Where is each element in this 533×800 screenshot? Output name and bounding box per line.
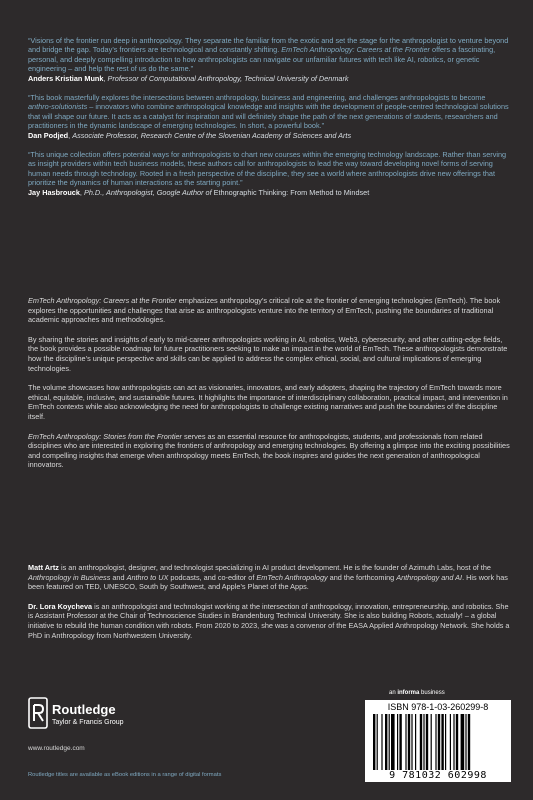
description-paragraph: EmTech Anthropology: Careers at the Frontier emphasizes anthropology’s critical role at the frontier of emerging technologies (EmTech). The book explores the opportunities and challenges that arise as anthropologists venture into the territory of EmTech, pushing the boundaries of traditional academic approaches and methodologies. — [28, 296, 501, 325]
publisher-logo — [28, 697, 188, 737]
isbn-barcode — [365, 700, 511, 782]
quote-attribution: Anders Kristian Munk, Professor of Computational Anthropology, Technical University of Denmark — [28, 73, 349, 83]
endorsement-quote — [28, 36, 510, 83]
routledge-r-icon — [28, 697, 48, 729]
publisher-url[interactable]: www.routledge.com — [28, 745, 85, 752]
description-paragraph: By sharing the stories and insights of early to mid-career anthropologists working in AI, robotics, Web3, cybersecurity, and other cutting-edge fields, the book provides a possible roadmap for future practitioners seeking to make an impact in the world of EmTech. These anthropologists demonstrate how the discipline’s unique perspective and skills can be applied to address the complex ethical, social, and cultural implications of emerging technologies. — [28, 334, 508, 373]
informa-tagline: an informa business — [389, 690, 445, 696]
barcode-digits: 9 781032 602998 — [389, 770, 487, 781]
quote-text: “This unique collection offers potential ways for anthropologists to chart new courses within the emerging technology landscape. Rather than serving as insight providers within tech business models, these authors call for anthropologists to lead the way toward developing novel forms of serving human needs through technology. Rooted in a fresh perspective of the discipline, they see a world where anthropologists drive new offerings that prioritize the dynamics of human interactions as the starting point.” — [28, 150, 507, 188]
quote-attribution: Jay Hasbrouck, Ph.D., Anthropologist, Google Author of Ethnographic Thinking: From Method to Mindset — [28, 187, 370, 197]
author-bios — [28, 563, 510, 650]
barcode-bars — [373, 714, 503, 770]
author-bio: Matt Artz is an anthropologist, designer, and technologist specializing in AI product development. He is the founder of Azimuth Labs, host of the Anthropology in Business and Anthro to UX podcasts, and co-editor of EmTech Anthropology and the forthcoming Anthropology and AI. His work has been featured on TED, UNESCO, South by Southwest, and Apple’s Planet of the Apps. — [28, 563, 508, 592]
quote-attribution: Dan Podjed, Associate Professor, Research Centre of the Slovenian Academy of Sciences and Arts — [28, 130, 352, 140]
endorsement-quote — [28, 93, 510, 140]
quote-text: “This book masterfully explores the intersections between anthropology, business and engineering, and challenges anthropologists to become anthro-solutionists – innovators who combine anthropological knowledge and insights with the development of people-centred technological solutions that will shape our future. It acts as a catalyst for inspiration and will definitely shape the path of the next generations of students, researchers and practitioners in the dynamic landscape of emerging technologies. In short, a powerful book.” — [28, 93, 509, 131]
book-description — [28, 296, 510, 480]
isbn-label: ISBN 978-1-03-260299-8 — [387, 702, 489, 712]
author-bio: Dr. Lora Koycheva is an anthropologist and technologist working at the intersection of anthropology, innovation, entrepreneurship, and robotics. She is Assistant Professor at the Chair of Technoscience Studies in Brandenburg Technical University. She is also building Robots, actually! – a global initiative to rebuild the human condition with robots. From 2020 to 2023, she was a convenor of the EASA Applied Anthropology Network. She holds a PhD in Anthropology from Northwestern University. — [28, 601, 510, 640]
quote-text: “Visions of the frontier run deep in anthropology. They separate the familiar from the exotic and set the stage for the anthropologist to venture beyond and bridge the gap. Today’s frontiers are technological and constantly shifting. EmTech Anthropology: Careers at the Frontier offers a fascinating, personal, and deeply compelling introduction to how anthropologists can navigate our unfamiliar futures with tech like AI, robotics, or genetic engineering – and help the rest of us do the same.” — [28, 36, 509, 74]
ebook-note: Routledge titles are available as eBook editions in a range of digital formats — [28, 772, 222, 778]
publisher-name: Routledge — [52, 702, 116, 717]
endorsements — [28, 36, 510, 207]
publisher-group: Taylor & Francis Group — [52, 719, 124, 726]
endorsement-quote — [28, 150, 510, 197]
description-paragraph: The volume showcases how anthropologists can act as visionaries, innovators, and early adopters, shaping the trajectory of EmTech towards more ethical, equitable, inclusive, and sustainable futures. It highlights the importance of interdisciplinary collaboration, practical impact, and intervention in EmTech contexts while also acknowledging the need for anthropologists to challenge existing narratives and push the boundaries of the discipline itself. — [28, 383, 508, 421]
description-paragraph: EmTech Anthropology: Stories from the Frontier serves as an essential resource for anthropologists, students, and professionals from related disciplines who are interested in exploring the frontiers of anthropology and emerging technologies. By offering a glimpse into the exciting possibilities and compelling insights that emerge when anthropology meets EmTech, the book inspires and guides the next generation of anthropological innovators. — [28, 431, 510, 470]
